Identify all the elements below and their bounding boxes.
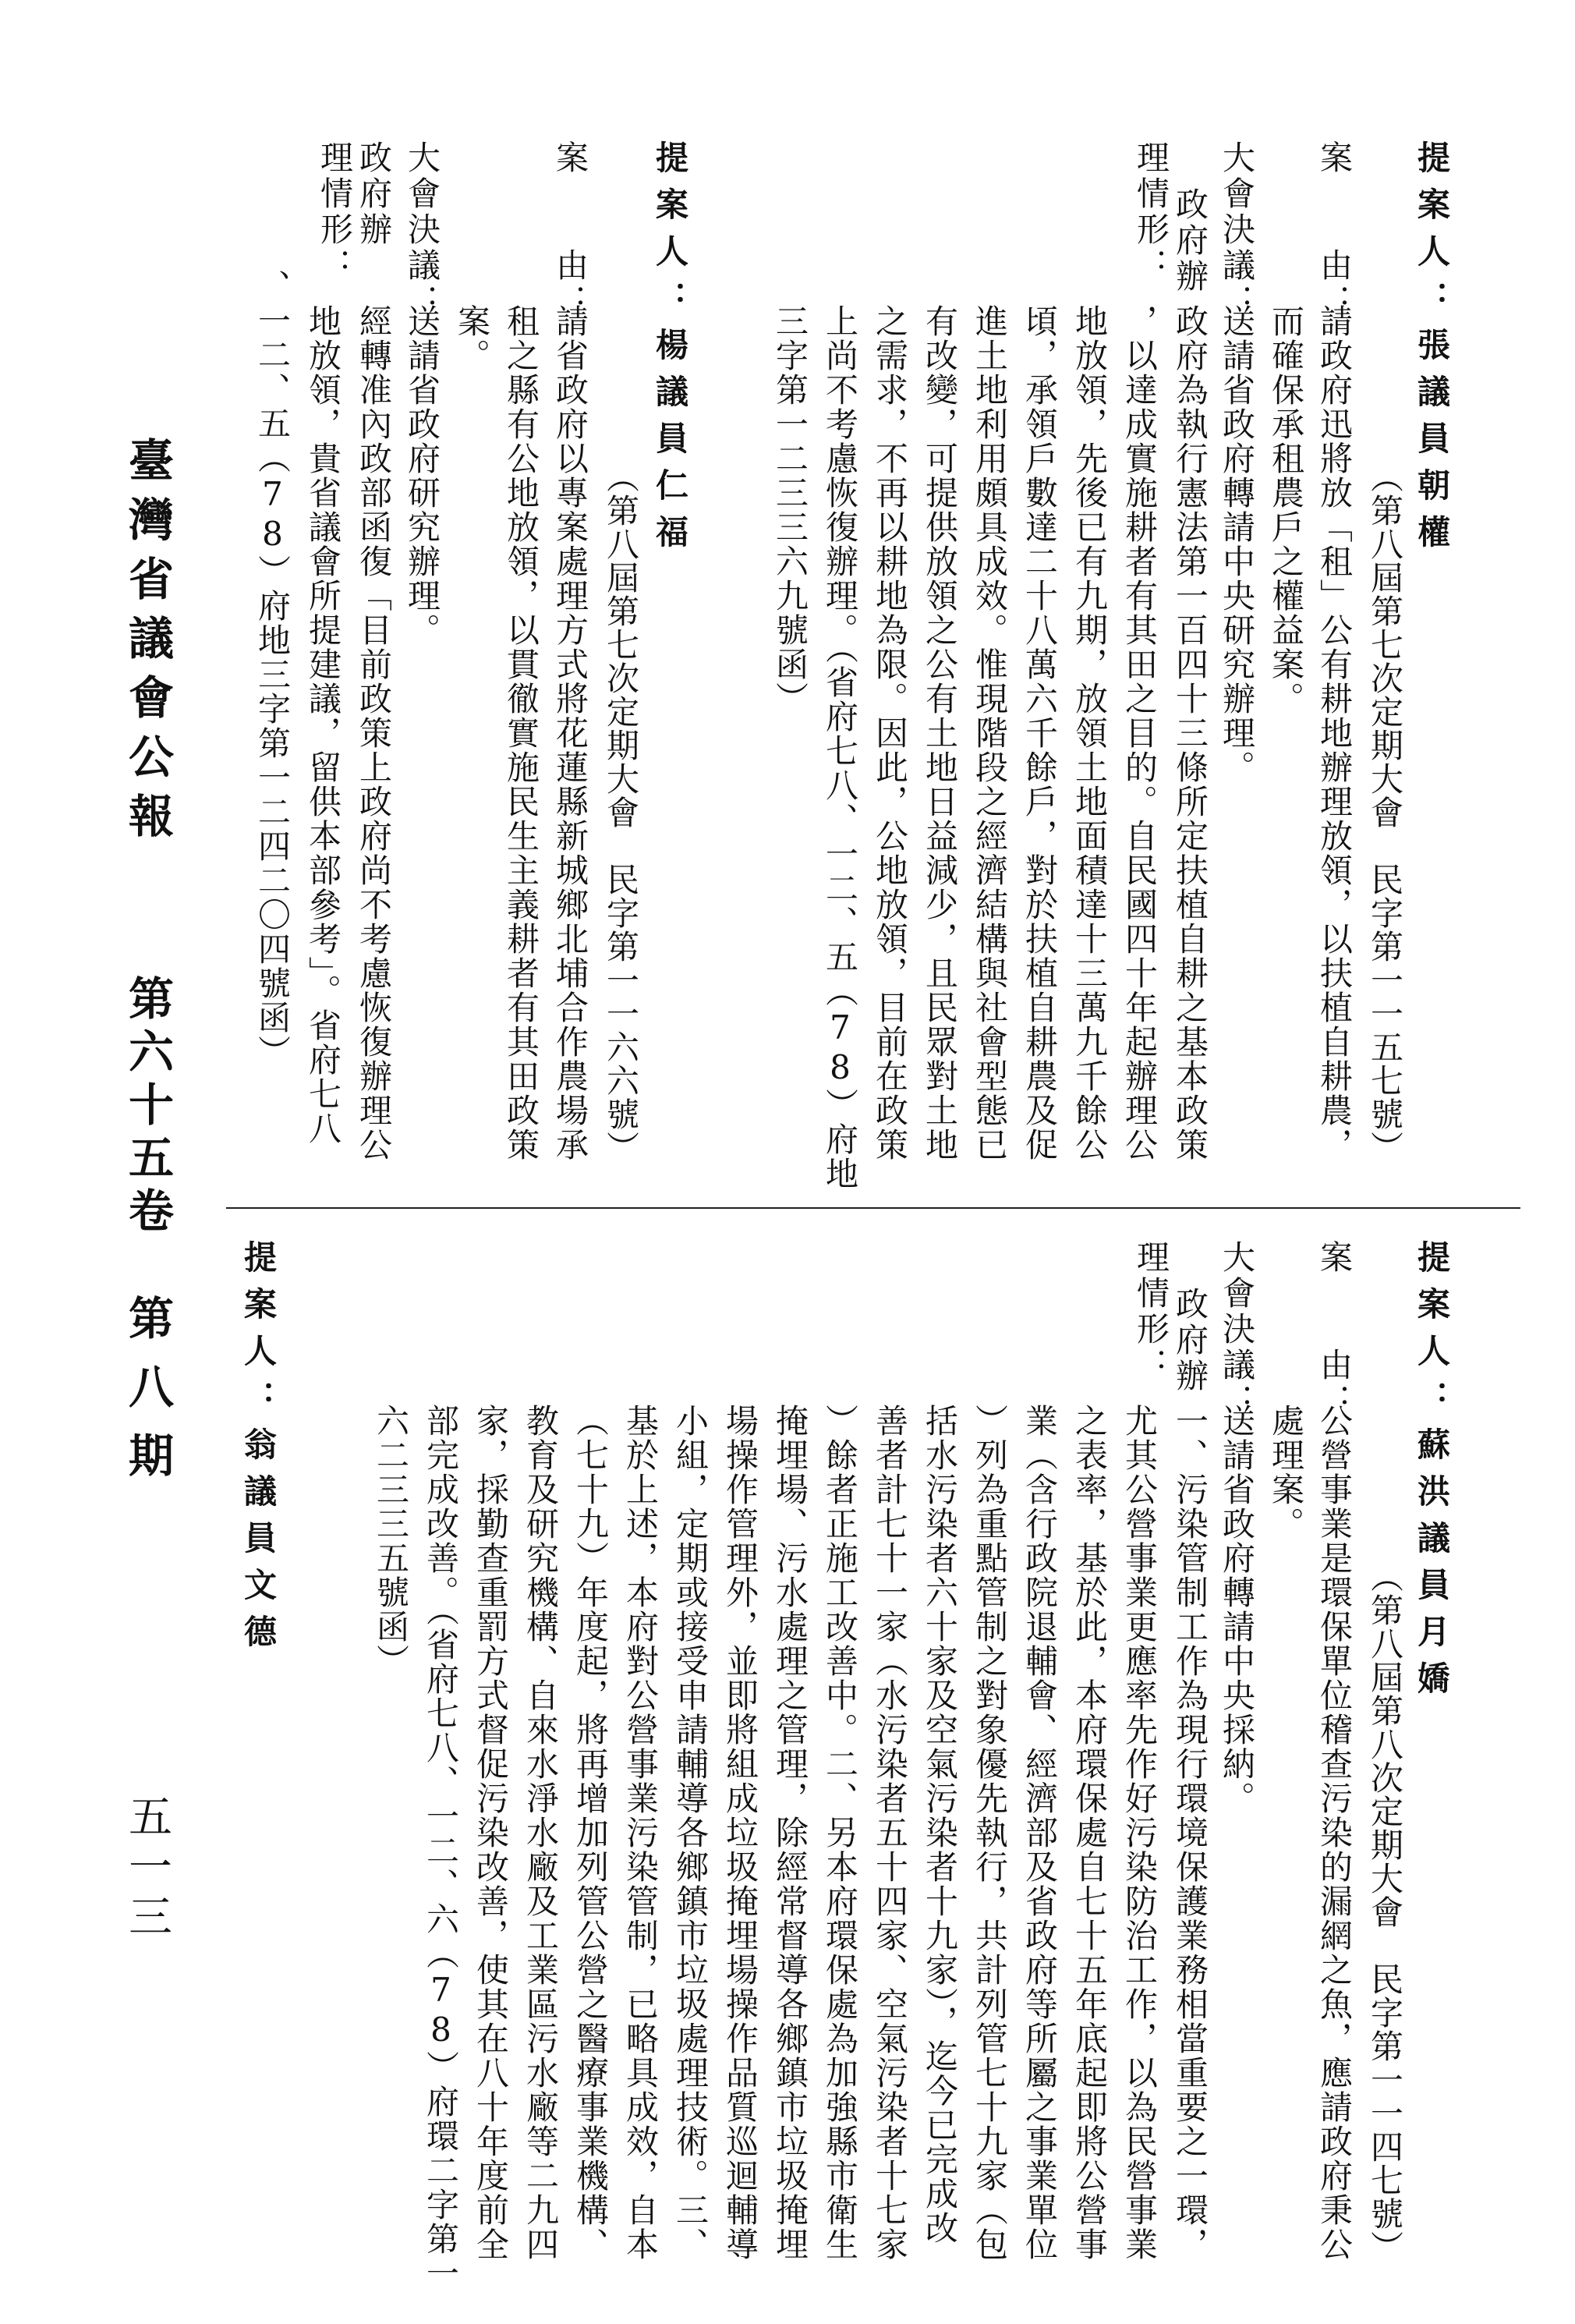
resolution-line: 送請省政府轉請中央研究辦理。 bbox=[1218, 304, 1256, 785]
page-number: 五一三 bbox=[122, 1794, 172, 1943]
proposer-label: 提案人： bbox=[239, 1240, 278, 1427]
handling-label: 理情形： bbox=[1132, 140, 1170, 284]
session-reference: （第八屆第八次定期大會 民字第一一四七號） bbox=[1366, 1560, 1404, 2264]
handling-label: 理情形： bbox=[1132, 1240, 1170, 1383]
resolution-label: 大會決議： bbox=[403, 140, 441, 320]
proposer-line bbox=[239, 1240, 278, 1661]
handling-line: 政府為執行憲法第一百四十三條所定扶植自耕之基本政策 bbox=[1171, 304, 1209, 1162]
handling-line: 括水污染者六十家及空氣污染者十九家），迄今已完成改 bbox=[921, 1404, 959, 2245]
handling-line: 場操作管理外，並即將組成垃圾掩埋場操作品質巡迴輔導 bbox=[721, 1404, 759, 2262]
handling-line: ，以達成實施耕者有其田之目的。自民國四十年起辦理公 bbox=[1120, 304, 1159, 1162]
case-label: 案 由： bbox=[1315, 140, 1354, 320]
handling-line: 之表率，基於此，本府環保處自七十五年底起即將公營事 bbox=[1071, 1404, 1109, 2262]
case-label: 案 由： bbox=[551, 140, 589, 320]
resolution-label: 大會決議： bbox=[1218, 140, 1256, 320]
handling-line: 進土地利用頗具成效。惟現階段之經濟結構與社會型態已 bbox=[971, 304, 1009, 1162]
section-divider bbox=[226, 1207, 1520, 1209]
handling-line: 尤其公營事業更應率先作好污染防治工作，以為民營事業 bbox=[1120, 1404, 1159, 2262]
session-reference: （第八屆第七次定期大會 民字第一一五七號） bbox=[1366, 460, 1404, 1164]
case-line: 案。 bbox=[453, 304, 491, 373]
case-line: 公營事業是環保單位稽查污染的漏網之魚，應請政府秉公 bbox=[1315, 1404, 1354, 2262]
case-line: 處理案。 bbox=[1267, 1404, 1305, 1541]
handling-line: 部完成改善。（省府七八、一二、六（78）府環二字第一 bbox=[422, 1404, 460, 2290]
handling-label: 政府辦 bbox=[1171, 187, 1209, 295]
proposer-label: 提案人： bbox=[1413, 1240, 1451, 1427]
handling-line: ）餘者正施工改善中。二、另本府環保處為加強縣市衛生 bbox=[821, 1404, 859, 2262]
handling-line: 頃，承領戶數達二十八萬六千餘戶，對於扶植自耕農及促 bbox=[1021, 304, 1059, 1162]
handling-line: 業（含行政院退輔會、經濟部及省政府等所屬之事業單位 bbox=[1021, 1404, 1059, 2262]
handling-line: 上尚不考慮恢復辦理。（省府七八、一二、五（78）府地 bbox=[821, 304, 859, 1191]
gazette-title: 臺灣省議會公報 bbox=[121, 437, 174, 852]
case-line: 而確保承租農戶之權益案。 bbox=[1267, 304, 1305, 716]
handling-line: 小組，定期或接受申請輔導各鄉鎮市垃圾處理技術。三、 bbox=[671, 1404, 710, 2262]
handling-label: 政府辦 bbox=[355, 140, 393, 248]
proposer-line bbox=[1413, 1240, 1451, 1708]
handling-line: ）列為重點管制之對象優先執行，共計列管七十九家（包 bbox=[971, 1404, 1009, 2262]
handling-line: 教育及研究機構、自來水淨水廠及工業區污水廠等二九四 bbox=[522, 1404, 560, 2262]
handling-line: 善者計七十一家（水污染者五十四家、空氣污染者十七家 bbox=[871, 1404, 909, 2262]
issue-number: 第八期 bbox=[121, 1295, 174, 1500]
handling-line: 之需求，不再以耕地為限。因此，公地放領，目前在政策 bbox=[871, 304, 909, 1162]
resolution-line: 送請省政府轉請中央採納。 bbox=[1218, 1404, 1256, 1816]
handling-line: 三字第一二三三六九號函） bbox=[771, 304, 809, 716]
handling-label: 理情形： bbox=[316, 140, 354, 284]
proposer-name: 楊議員仁福 bbox=[651, 328, 689, 562]
handling-line: 地放領，貴省議會所提建議，留供本部參考」。省府七八 bbox=[304, 304, 342, 1146]
handling-line: 基於上述，本府對公營事業污染管制，已略具成效，自本 bbox=[621, 1404, 660, 2262]
proposer-name: 翁議員文德 bbox=[239, 1427, 278, 1661]
resolution-label: 大會決議： bbox=[1218, 1240, 1256, 1419]
proposer-label: 提案人： bbox=[651, 140, 689, 328]
proposer-label: 提案人： bbox=[1413, 140, 1451, 328]
proposer-line bbox=[651, 140, 689, 562]
handling-line: 六二三三五號函） bbox=[372, 1404, 410, 1678]
proposer-name: 張議員朝權 bbox=[1413, 328, 1451, 562]
case-line: 請政府迅將放「租」公有耕地辦理放領，以扶植自耕農， bbox=[1315, 304, 1354, 1162]
handling-line: 家，採勤查重罰方式督促污染改善，使其在八十年度前全 bbox=[472, 1404, 510, 2262]
handling-line: 掩埋場、污水處理之管理，除經常督導各鄉鎮市垃圾掩埋 bbox=[771, 1404, 809, 2262]
case-line: 請省政府以專案處理方式將花蓮縣新城鄉北埔合作農場承 bbox=[551, 304, 589, 1162]
handling-line: 經轉准內政部函復「目前政策上政府尚不考慮恢復辦理公 bbox=[355, 304, 393, 1162]
resolution-line: 送請省政府研究辦理。 bbox=[403, 304, 441, 647]
proposer-name: 蘇洪議員月嬌 bbox=[1413, 1427, 1451, 1708]
handling-line: 、一二、五（78）府地三字第一二四二〇四號函） bbox=[253, 269, 292, 1069]
handling-line: 一、污染管制工作為現行環境保護業務相當重要之一環， bbox=[1171, 1404, 1209, 2262]
handling-line: 地放領，先後已有九期，放領土地面積達十三萬九千餘公 bbox=[1071, 304, 1109, 1162]
proposer-line bbox=[1413, 140, 1451, 562]
handling-line: 有改變，可提供放領之公有土地日益減少，且民眾對土地 bbox=[921, 304, 959, 1162]
handling-line: （七十九）年度起，將再增加列管公營之醫療事業機構、 bbox=[572, 1404, 610, 2262]
session-reference: （第八屆第七次定期大會 民字第一一六六號） bbox=[602, 460, 640, 1164]
volume-number: 第六十五卷 bbox=[121, 975, 174, 1240]
case-line: 租之縣有公地放領，以貫徹實施民生主義耕者有其田政策 bbox=[502, 304, 540, 1162]
handling-label: 政府辦 bbox=[1171, 1287, 1209, 1394]
case-label: 案 由： bbox=[1315, 1240, 1354, 1419]
